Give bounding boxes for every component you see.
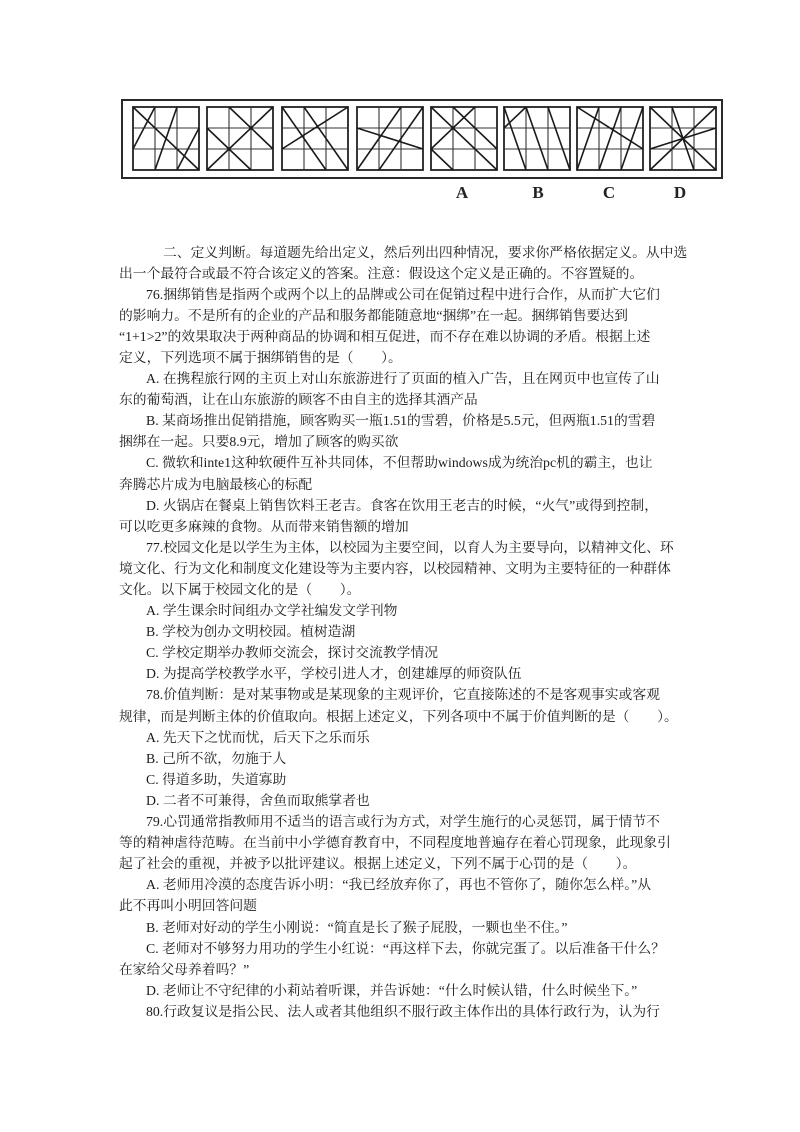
question-77 — [119, 537, 719, 685]
diagonal-line — [577, 107, 599, 170]
figure-box-2 — [207, 107, 273, 170]
question-76-option-a: A. 在携程旅行网的主页上对山东旅游进行了页面的植入广告，且在网页中也宣传了山 — [146, 371, 660, 387]
diagonal-line — [526, 107, 548, 170]
question-78-stem-line: 78.价值判断：是对某事物或是某现象的主观评价，它直接陈述的不是客观事实或客观 — [146, 687, 660, 703]
question-77-option-a: A. 学生课余时间组办文学社编发文学刊物 — [146, 603, 398, 619]
question-79-stem-line: 起了社会的重视，并被予以批评建议。根据上述定义，下列不属于心罚的是（ ）。 — [119, 856, 637, 872]
diagonal-line — [155, 107, 177, 170]
section-intro-line: 二、定义判断。每道题先给出定义，然后列出四种情况，要求你严格依据定义。从中选 — [163, 244, 688, 260]
question-77-option-d: D. 为提高学校教学水平，学校引进人才，创建雄厚的师资队伍 — [146, 666, 522, 682]
option-label-a: A — [455, 183, 469, 202]
figure-box-5 — [431, 107, 497, 170]
question-76-option-a-cont: 东的葡萄酒，让在山东旅游的顾客不由自主的选择其酒产品 — [119, 392, 478, 408]
question-77-option-b: B. 学校为创办文明校园。植树造湖 — [146, 624, 356, 640]
section-intro-line: 出一个最符合或最不符合该定义的答案。注意：假设这个定义是正确的。不容置疑的。 — [119, 265, 644, 281]
question-77-stem-line: 境文化、行为文化和制度文化建设等为主要内容，以校园精神、文明为主要特征的一种群体 — [119, 560, 671, 576]
figure-box-7 — [577, 107, 643, 170]
option-label-d: D — [673, 183, 687, 202]
question-79-option-a: A. 老师用冷漠的态度告诉小明：“我已经放弃你了，再也不管你了，随你怎么样。”从 — [146, 877, 652, 893]
question-79-stem-line: 79.心罚通常指教师用不适当的语言或行为方式，对学生施行的心灵惩罚，属于情节不 — [146, 814, 660, 830]
section-intro — [119, 242, 719, 284]
question-76-option-c-cont: 奔腾芯片成为电脑最核心的标配 — [119, 476, 313, 492]
question-76-option-d: D. 火锅店在餐桌上销售饮料王老吉。食客在饮用王老吉的时候，“火气”或得到控制， — [146, 497, 658, 513]
question-76-option-b-cont: 捆绑在一起。只要8.9元，增加了顾客的购买欲 — [119, 434, 399, 450]
question-76-option-c: C. 微软和inte1这种软硬件互补共同体，不但帮助windows成为统治pc机的霸主，也让 — [146, 455, 653, 471]
question-76-stem-line: 的影响力。不是所有的企业的产品和服务都能随意地“捆绑”在一起。捆绑销售要达到 — [119, 307, 628, 323]
question-76-option-d-cont: 可以吃更多麻辣的食物。从而带来销售额的增加 — [119, 518, 409, 534]
question-79-option-d: D. 老师让不守纪律的小莉站着听课，并告诉她：“什么时候认错，什么时候坐下。” — [146, 982, 638, 998]
diagonal-line — [357, 128, 423, 149]
question-77-stem-line: 文化。以下属于校园文化的是（ ）。 — [119, 582, 361, 597]
diagonal-line — [599, 107, 621, 170]
figure-box-4 — [357, 107, 423, 170]
question-77-stem-line: 77.校园文化是以学生为主体，以校园为主要空间，以育人为主要导向，以精神文化、环 — [146, 539, 674, 555]
diagonal-line — [621, 107, 643, 170]
question-76-stem-line: “1+1>2”的效果取决于两种商品的协调和相互促进，而不存在难以协调的矛盾。根据上述 — [119, 328, 651, 344]
document-body — [119, 242, 719, 1022]
question-78 — [119, 684, 719, 811]
figure-box-6 — [504, 107, 570, 170]
question-76-stem-line: 定义，下列选项不属于捆绑销售的是（ ）。 — [119, 349, 402, 365]
question-79 — [119, 811, 719, 1001]
figure-box-8 — [650, 107, 716, 170]
question-78-option-b: B. 己所不欲，勿施于人 — [146, 750, 287, 766]
diagonal-line — [548, 107, 570, 170]
diagonal-line — [431, 149, 453, 170]
question-76-stem-line: 76.捆绑销售是指两个或两个以上的品牌或公司在促销过程中进行合作，从而扩大它们 — [146, 286, 660, 302]
figure-box-1 — [133, 107, 199, 170]
figure-box-3 — [282, 107, 348, 170]
question-78-option-a: A. 先天下之忧而忧，后天下之乐而乐 — [146, 729, 370, 745]
option-label-b: B — [532, 183, 544, 202]
figure-box-border — [282, 107, 348, 170]
question-78-stem-line: 规律，而是判断主体的价值取向。根据上述定义，下列各项中不属于价值判断的是（ ）。 — [119, 708, 678, 724]
question-76-option-b: B. 某商场推出促销措施，顾客购买一瓶1.51的雪碧，价格是5.5元，但两瓶1.51的雪碧 — [146, 413, 656, 429]
question-77-option-c: C. 学校定期举办教师交流会，探讨交流教学情况 — [146, 645, 439, 661]
figure-boxes — [133, 107, 716, 170]
question-76 — [119, 284, 719, 537]
question-79-option-c-cont: 在家给父母养着吗？” — [119, 961, 250, 977]
question-79-option-a-cont: 此不再叫小明回答问题 — [119, 898, 257, 914]
question-80-stem-line: 80.行政复议是指公民、法人或者其他组织不服行政主体作出的具体行政行为，认为行 — [146, 1003, 660, 1019]
question-79-option-b: B. 老师对好动的学生小刚说：“简直是长了猴子屁股，一颗也坐不住。” — [146, 919, 568, 935]
question-78-option-d: D. 二者不可兼得，舍鱼而取熊掌者也 — [146, 792, 370, 808]
question-79-stem-line: 等的精神虐待范畴。在当前中小学德育教育中，不同程度地普遍存在着心罚现象，此现象引 — [119, 835, 671, 851]
question-80 — [119, 1001, 719, 1022]
figure-reasoning-strip — [0, 0, 800, 220]
question-79-option-c: C. 老师对不够努力用功的学生小红说：“再这样下去，你就完蛋了。以后准备干什么？ — [146, 940, 665, 956]
diagonal-line — [650, 128, 716, 149]
option-label-c: C — [602, 183, 616, 202]
question-78-option-c: C. 得道多助，失道寡助 — [146, 771, 287, 787]
